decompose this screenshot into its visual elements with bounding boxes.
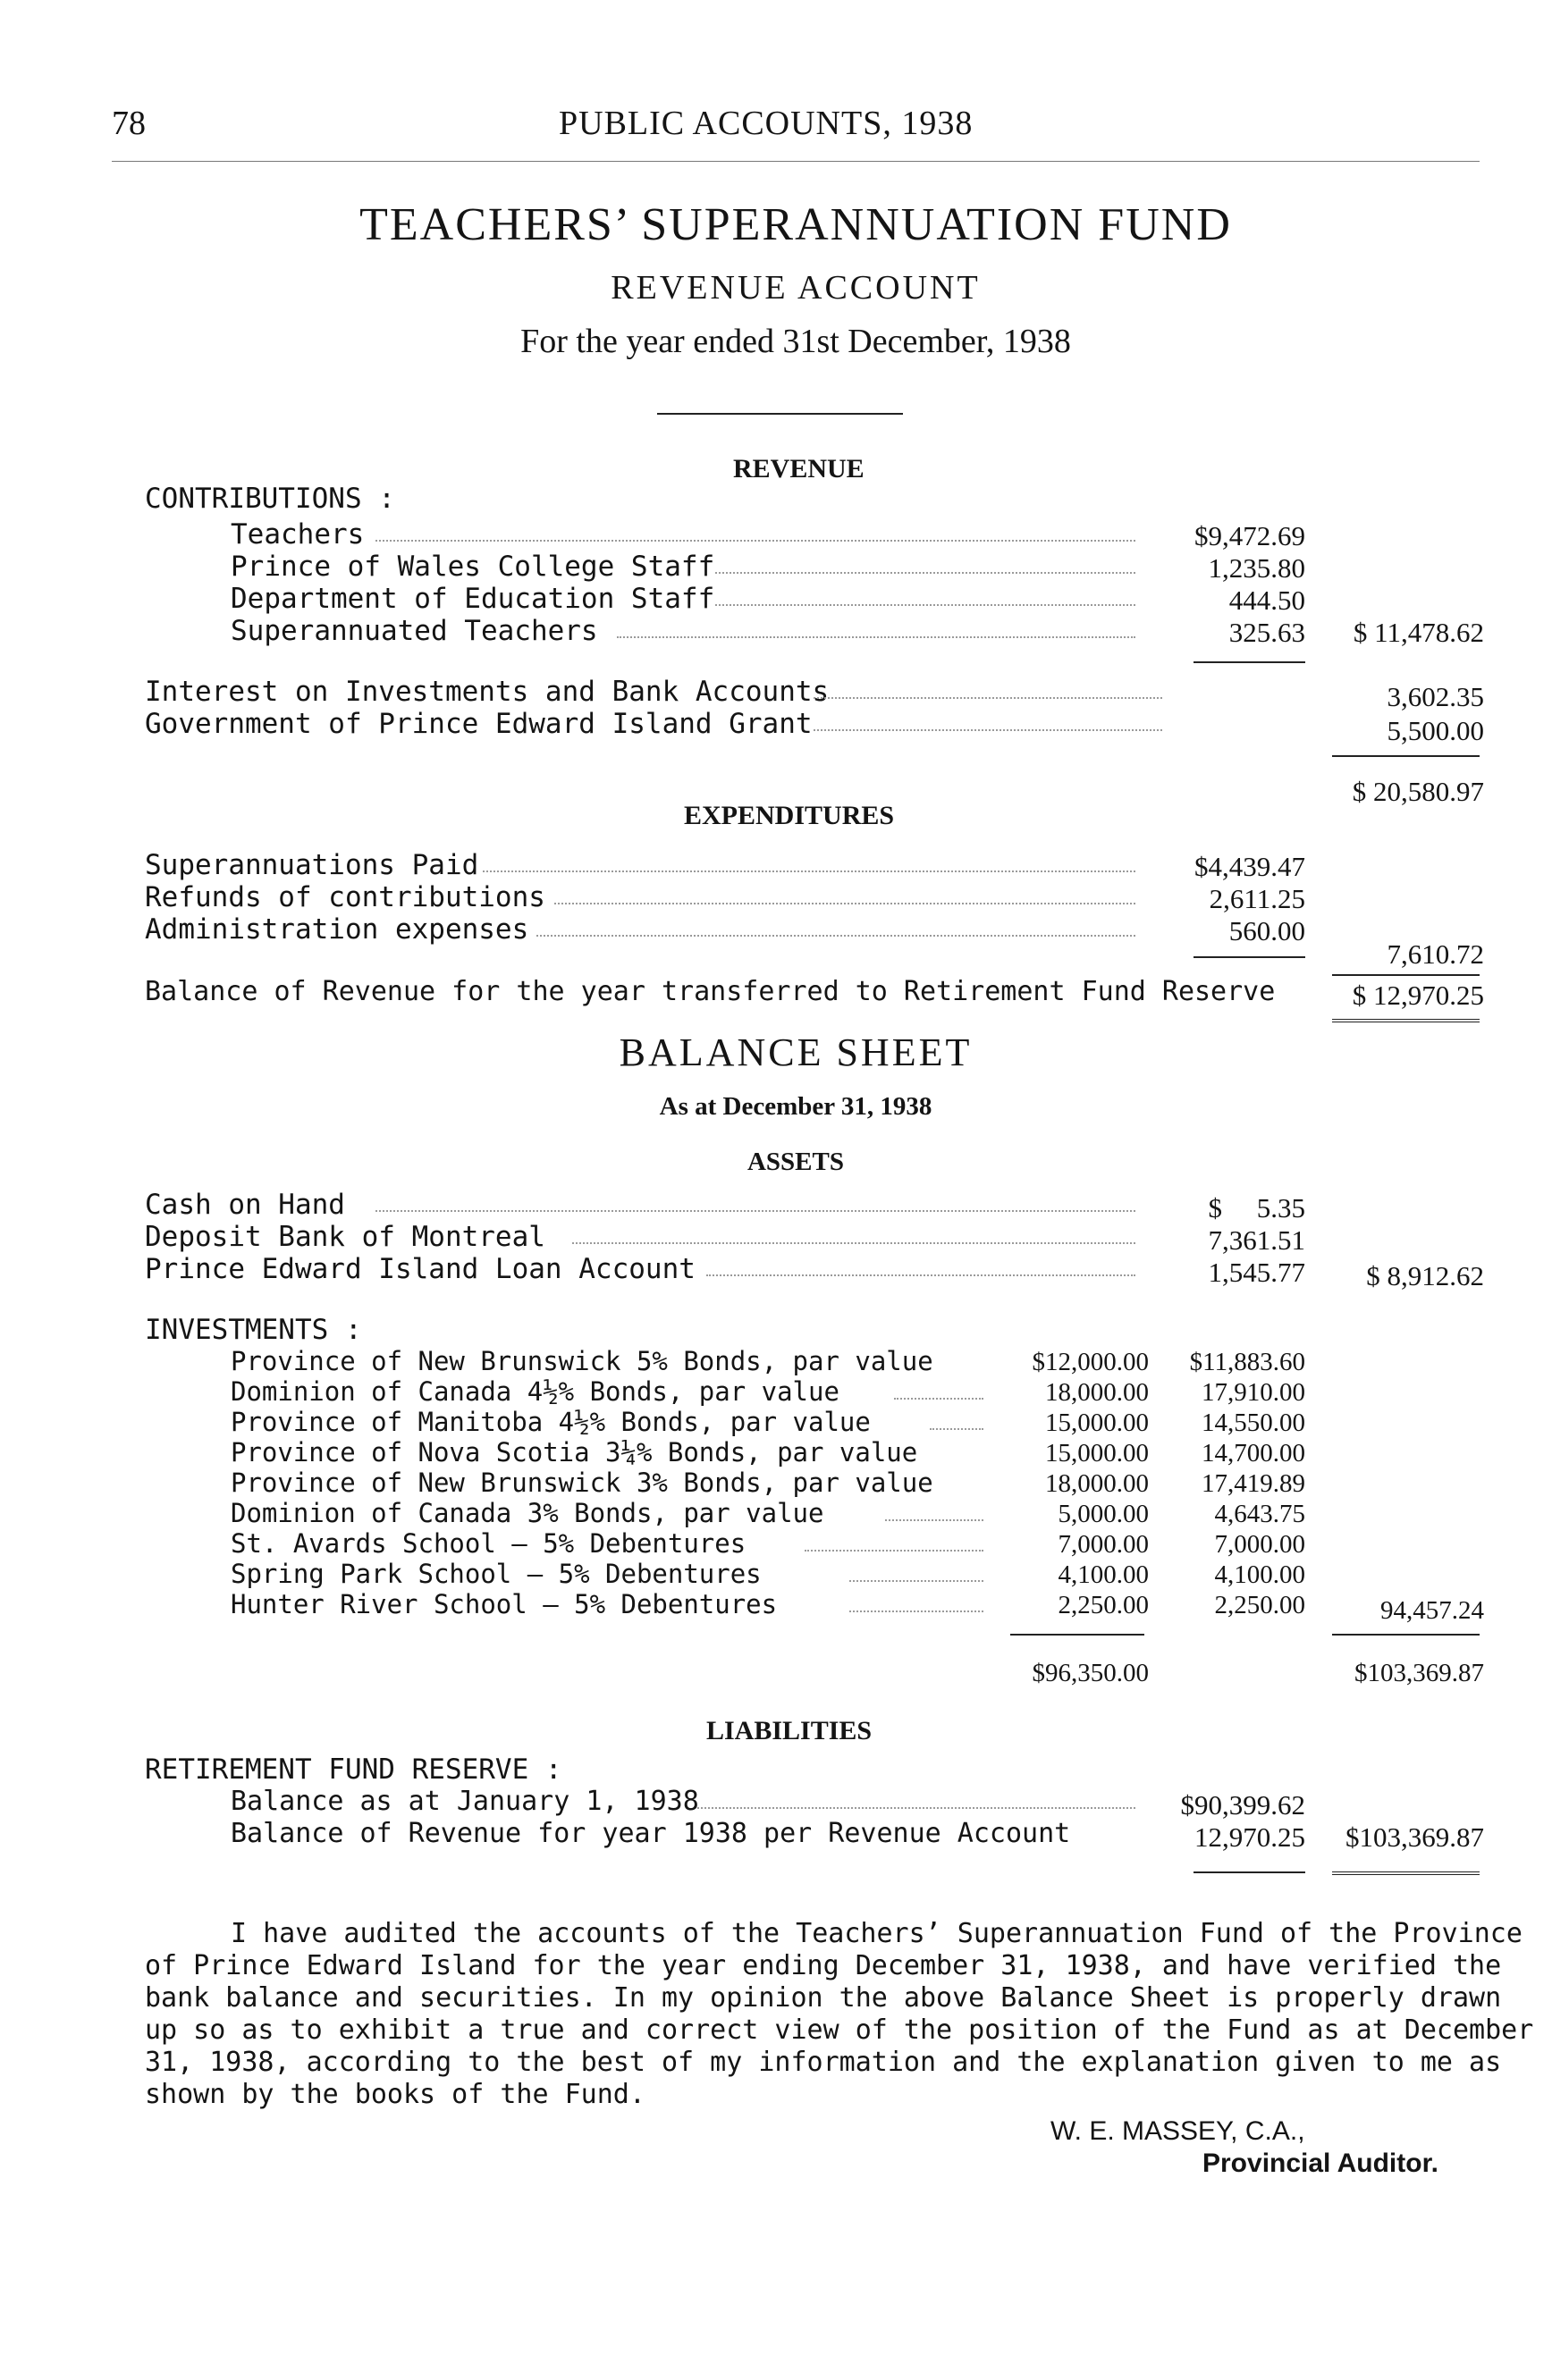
total-rule bbox=[1332, 755, 1480, 757]
investment-par: 7,000.00 bbox=[1058, 1530, 1149, 1559]
par-total: $96,350.00 bbox=[1032, 1659, 1149, 1687]
expenditure-amount: 2,611.25 bbox=[1209, 883, 1305, 914]
investment-label: St. Avards School — 5% Debentures bbox=[231, 1528, 746, 1559]
investment-par: 5,000.00 bbox=[1058, 1500, 1149, 1528]
contributions-total: $ 11,478.62 bbox=[1353, 617, 1484, 648]
investment-label: Dominion of Canada 4½% Bonds, par value bbox=[231, 1376, 839, 1407]
investment-par: 18,000.00 bbox=[1045, 1469, 1149, 1498]
cash-item-amount: 1,545.77 bbox=[1208, 1257, 1305, 1288]
cash-item-label: Deposit Bank of Montreal bbox=[145, 1221, 545, 1253]
investment-book: 4,643.75 bbox=[1214, 1500, 1305, 1528]
leader-dots bbox=[814, 729, 1162, 731]
audit-line: of Prince Edward Island for the year ending December 31, 1938, and have verified the bbox=[145, 1950, 1502, 1981]
leader-dots bbox=[894, 1398, 983, 1400]
leader-dots bbox=[849, 1580, 983, 1582]
investment-par: 18,000.00 bbox=[1045, 1378, 1149, 1407]
investment-label: Dominion of Canada 3% Bonds, par value bbox=[231, 1498, 824, 1528]
expenditures-total: 7,610.72 bbox=[1387, 938, 1484, 970]
revenue-item-label: Prince of Wales College Staff bbox=[231, 551, 715, 583]
leader-dots bbox=[483, 870, 1135, 872]
investment-par: 15,000.00 bbox=[1045, 1439, 1149, 1468]
leader-dots bbox=[536, 935, 1135, 937]
revenue-other-amount: 5,500.00 bbox=[1387, 715, 1484, 746]
investment-par: 2,250.00 bbox=[1058, 1591, 1149, 1619]
investment-label: Province of New Brunswick 3% Bonds, par value bbox=[231, 1468, 933, 1498]
investment-book: 14,550.00 bbox=[1202, 1409, 1305, 1437]
leader-dots bbox=[706, 1274, 1135, 1276]
balance-sheet-date: As at December 31, 1938 bbox=[659, 1092, 932, 1121]
signature-title: Provincial Auditor. bbox=[1202, 2149, 1438, 2178]
investment-par: $12,000.00 bbox=[1032, 1348, 1149, 1376]
cash-item-label: Cash on Hand bbox=[145, 1189, 345, 1221]
liabilities-total: $103,369.87 bbox=[1345, 1821, 1484, 1853]
cash-item-amount: 7,361.51 bbox=[1208, 1224, 1305, 1256]
investment-book: 17,910.00 bbox=[1202, 1378, 1305, 1407]
subtotal-rule bbox=[1010, 1634, 1144, 1636]
leader-dots bbox=[554, 903, 1135, 904]
audit-line: I have audited the accounts of the Teachers’ Superannuation Fund of the Province bbox=[231, 1918, 1522, 1949]
expenditure-amount: $4,439.47 bbox=[1194, 851, 1305, 882]
investment-label: Province of Manitoba 4½% Bonds, par value bbox=[231, 1407, 871, 1437]
assets-heading: ASSETS bbox=[746, 1148, 844, 1176]
leader-dots bbox=[930, 1428, 983, 1430]
reserve-item-label: Balance as at January 1, 1938 bbox=[231, 1786, 699, 1817]
leader-dots bbox=[814, 697, 1162, 699]
expenditure-label: Superannuations Paid bbox=[145, 849, 479, 881]
running-title: PUBLIC ACCOUNTS, 1938 bbox=[559, 105, 974, 142]
leader-dots bbox=[572, 1242, 1135, 1244]
balance-line-amount: $ 12,970.25 bbox=[1352, 980, 1484, 1011]
signature-name: W. E. MASSEY, C.A., bbox=[1050, 2116, 1305, 2146]
revenue-item-amount: $9,472.69 bbox=[1194, 520, 1305, 551]
revenue-heading: REVENUE bbox=[733, 454, 865, 484]
investment-par: 15,000.00 bbox=[1045, 1409, 1149, 1437]
period-title: For the year ended 31st December, 1938 bbox=[520, 323, 1071, 360]
leader-dots bbox=[697, 1807, 1135, 1809]
revenue-total: $ 20,580.97 bbox=[1352, 776, 1484, 807]
investments-label: INVESTMENTS : bbox=[145, 1314, 362, 1346]
subtotal-rule bbox=[1332, 974, 1480, 976]
contributions-label: CONTRIBUTIONS : bbox=[145, 483, 395, 515]
investment-book: $11,883.60 bbox=[1189, 1348, 1305, 1376]
investment-label: Province of Nova Scotia 3¼% Bonds, par value bbox=[231, 1437, 918, 1468]
expenditure-label: Refunds of contributions bbox=[145, 881, 545, 913]
leader-dots bbox=[375, 1210, 1135, 1212]
leader-dots bbox=[617, 636, 1135, 638]
title-rule bbox=[657, 413, 903, 415]
subtotal-rule bbox=[1194, 956, 1305, 958]
leader-dots bbox=[885, 1519, 983, 1521]
revenue-other-amount: 3,602.35 bbox=[1387, 681, 1484, 712]
revenue-item-amount: 325.63 bbox=[1228, 617, 1305, 648]
assets-total: $103,369.87 bbox=[1354, 1659, 1484, 1687]
revenue-item-label: Department of Education Staff bbox=[231, 583, 715, 615]
investment-label: Spring Park School — 5% Debentures bbox=[231, 1559, 762, 1589]
total-rule bbox=[1332, 1634, 1480, 1636]
fund-title: TEACHERS’ SUPERANNUATION FUND bbox=[359, 199, 1232, 250]
cash-item-amount: $ 5.35 bbox=[1208, 1192, 1305, 1224]
leader-dots bbox=[375, 540, 1135, 542]
investment-book: 2,250.00 bbox=[1214, 1591, 1305, 1619]
header-rule bbox=[112, 161, 1480, 162]
leader-dots bbox=[805, 1550, 983, 1552]
audit-line: bank balance and securities. In my opinion the above Balance Sheet is properly drawn bbox=[145, 1982, 1502, 2014]
revenue-other-label: Government of Prince Edward Island Grant bbox=[145, 708, 813, 740]
reserve-item-amount: $90,399.62 bbox=[1180, 1789, 1305, 1821]
leader-dots bbox=[715, 572, 1135, 574]
account-title: REVENUE ACCOUNT bbox=[611, 269, 981, 307]
expenditure-label: Administration expenses bbox=[145, 913, 529, 946]
revenue-item-amount: 444.50 bbox=[1228, 584, 1305, 616]
page-number: 78 bbox=[112, 105, 146, 142]
investments-total: 94,457.24 bbox=[1380, 1596, 1484, 1625]
reserve-item-amount: 12,970.25 bbox=[1194, 1821, 1305, 1853]
reserve-item-label: Balance of Revenue for year 1938 per Revenue Account bbox=[231, 1818, 1071, 1849]
investment-book: 7,000.00 bbox=[1214, 1530, 1305, 1559]
cash-total: $ 8,912.62 bbox=[1366, 1260, 1484, 1291]
double-rule bbox=[1332, 1871, 1480, 1875]
audit-line: 31, 1938, according to the best of my information and the explanation given to me as bbox=[145, 2047, 1502, 2078]
cash-item-label: Prince Edward Island Loan Account bbox=[145, 1253, 696, 1285]
liabilities-heading: LIABILITIES bbox=[706, 1716, 873, 1745]
investment-book: 4,100.00 bbox=[1214, 1560, 1305, 1589]
revenue-item-label: Superannuated Teachers bbox=[231, 615, 598, 647]
expenditures-heading: EXPENDITURES bbox=[684, 801, 895, 830]
investment-book: 17,419.89 bbox=[1202, 1469, 1305, 1498]
revenue-item-label: Teachers bbox=[231, 518, 365, 551]
leader-dots bbox=[715, 604, 1135, 606]
audit-line: shown by the books of the Fund. bbox=[145, 2079, 645, 2110]
expenditure-amount: 560.00 bbox=[1228, 915, 1305, 946]
revenue-other-label: Interest on Investments and Bank Accounts bbox=[145, 676, 830, 708]
audit-line: up so as to exhibit a true and correct view of the position of the Fund as at December bbox=[145, 2014, 1534, 2046]
balance-line-label: Balance of Revenue for the year transferred to Retirement Fund Reserve bbox=[145, 976, 1276, 1007]
double-rule bbox=[1332, 1019, 1480, 1022]
investment-par: 4,100.00 bbox=[1058, 1560, 1149, 1589]
investment-label: Hunter River School — 5% Debentures bbox=[231, 1589, 778, 1619]
balance-sheet-heading: BALANCE SHEET bbox=[619, 1030, 973, 1074]
subtotal-rule bbox=[1194, 661, 1305, 663]
reserve-label: RETIREMENT FUND RESERVE : bbox=[145, 1753, 562, 1786]
investment-label: Province of New Brunswick 5% Bonds, par value bbox=[231, 1346, 933, 1376]
subtotal-rule bbox=[1194, 1871, 1305, 1873]
investment-book: 14,700.00 bbox=[1202, 1439, 1305, 1468]
revenue-item-amount: 1,235.80 bbox=[1208, 552, 1305, 584]
leader-dots bbox=[849, 1610, 983, 1612]
